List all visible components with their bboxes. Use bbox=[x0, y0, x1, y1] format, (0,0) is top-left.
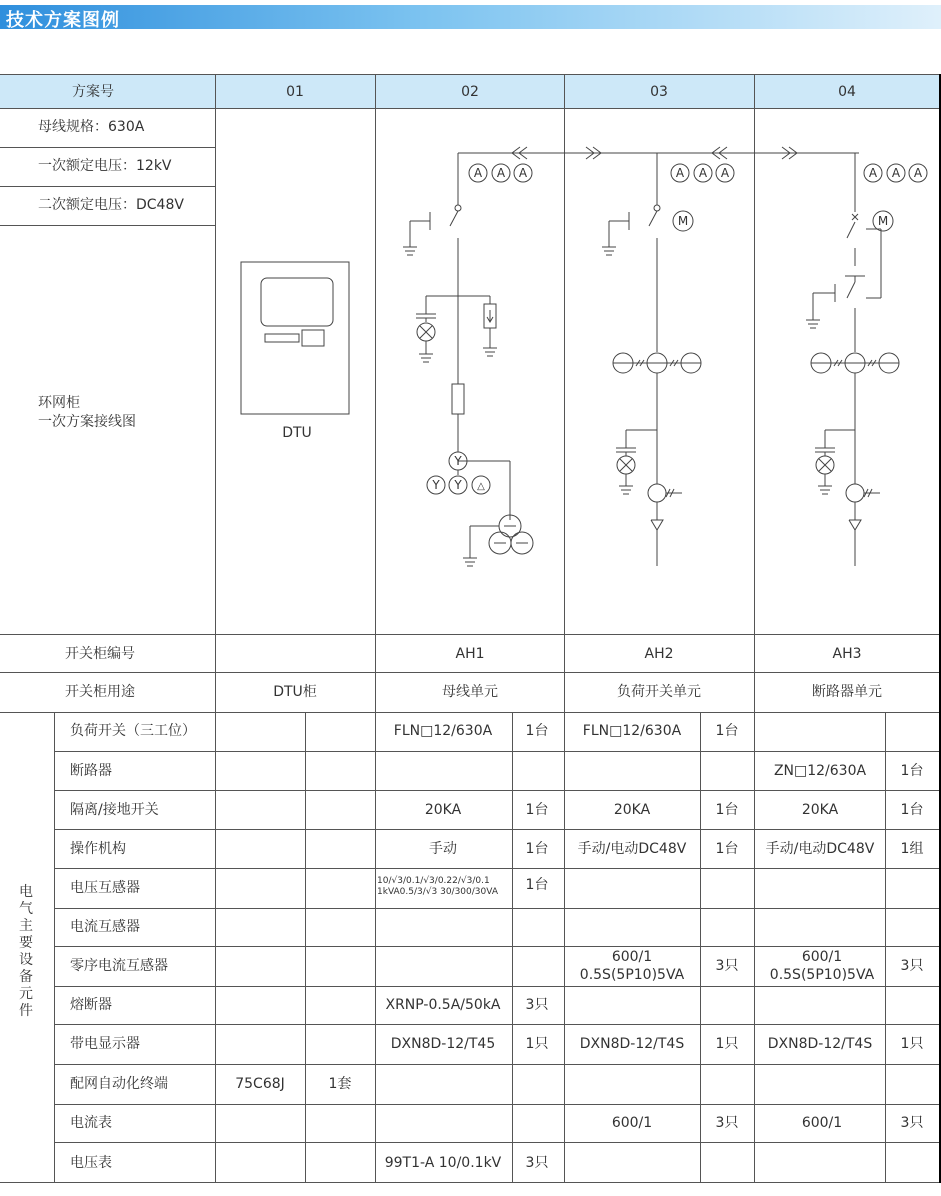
equipment-qty: 3只 bbox=[525, 997, 549, 1013]
equipment-qty: 1只 bbox=[715, 1036, 739, 1052]
equipment-name: 电流表 bbox=[70, 1115, 112, 1131]
cabinet-number-ah3: AH3 bbox=[832, 646, 862, 662]
cabinet-purpose-01: DTU柜 bbox=[273, 684, 317, 700]
cabinet-purpose-02: 母线单元 bbox=[442, 684, 498, 700]
cabinet-purpose-03: 负荷开关单元 bbox=[617, 684, 701, 700]
diagram-label-line1: 环网柜 bbox=[38, 395, 80, 411]
scheme-01-header: 01 bbox=[286, 84, 304, 100]
scheme-04-header: 04 bbox=[838, 84, 856, 100]
equipment-name: 熔断器 bbox=[70, 997, 112, 1013]
motor-label: M bbox=[677, 214, 689, 228]
cabinet-purpose-label: 开关柜用途 bbox=[65, 684, 135, 700]
busbar-spec: 母线规格：630A bbox=[38, 119, 145, 135]
equipment-spec: 600/1 bbox=[611, 949, 653, 965]
ammeter-label: A bbox=[868, 166, 878, 180]
equipment-name: 负荷开关（三工位） bbox=[70, 723, 196, 739]
equipment-qty: 3只 bbox=[900, 1115, 924, 1131]
equipment-spec: DXN8D-12/T4S bbox=[579, 1036, 685, 1052]
ammeter-label: A bbox=[698, 166, 708, 180]
pt-label: Y bbox=[454, 478, 462, 492]
equipment-spec-line2: 0.5S(5P10)5VA bbox=[579, 967, 685, 983]
equipment-spec: 20KA bbox=[424, 802, 462, 818]
cabinet-purpose-04: 断路器单元 bbox=[812, 684, 882, 700]
equipment-spec: 20KA bbox=[613, 802, 651, 818]
equipment-qty: 3只 bbox=[715, 1115, 739, 1131]
equipment-spec: 10/√3/0.1/√3/0.22/√3/0.1 1kVA0.5/3/√3 30/300/30VA bbox=[377, 876, 498, 897]
ammeter-label: A bbox=[518, 166, 528, 180]
equipment-spec: FLN□12/630A bbox=[582, 723, 682, 739]
equipment-spec-line2: 0.5S(5P10)5VA bbox=[769, 967, 875, 983]
equipment-name: 操作机构 bbox=[70, 841, 126, 857]
ammeter-label: A bbox=[496, 166, 506, 180]
equipment-qty: 3只 bbox=[715, 958, 739, 974]
equipment-spec: XRNP-0.5A/50kA bbox=[385, 997, 501, 1013]
equipment-qty: 1套 bbox=[328, 1076, 352, 1092]
cabinet-number-label: 开关柜编号 bbox=[65, 646, 135, 662]
equipment-spec: 手动/电动DC48V bbox=[577, 841, 687, 857]
ammeter-label: A bbox=[720, 166, 730, 180]
equipment-qty: 1台 bbox=[900, 763, 924, 779]
equipment-qty: 1组 bbox=[900, 841, 924, 857]
equipment-name: 配网自动化终端 bbox=[70, 1076, 168, 1092]
pt-label: Y bbox=[432, 478, 440, 492]
equipment-spec: DXN8D-12/T4S bbox=[767, 1036, 873, 1052]
cabinet-number-ah2: AH2 bbox=[644, 646, 674, 662]
equipment-qty: 1台 bbox=[525, 802, 549, 818]
equipment-spec: 20KA bbox=[801, 802, 839, 818]
scheme-02-header: 02 bbox=[461, 84, 479, 100]
equipment-spec: FLN□12/630A bbox=[393, 723, 493, 739]
equipment-spec: 600/1 bbox=[801, 949, 843, 965]
equipment-qty: 1台 bbox=[900, 802, 924, 818]
dtu-label: DTU bbox=[282, 425, 312, 441]
equipment-name: 断路器 bbox=[70, 763, 112, 779]
equipment-qty: 1台 bbox=[525, 723, 549, 739]
equipment-qty: 3只 bbox=[525, 1155, 549, 1171]
equipment-qty: 3只 bbox=[900, 958, 924, 974]
equipment-qty: 1只 bbox=[900, 1036, 924, 1052]
equipment-spec: ZN□12/630A bbox=[773, 763, 867, 779]
ammeter-label: A bbox=[891, 166, 901, 180]
motor-label: M bbox=[877, 214, 889, 228]
pt-label: Y bbox=[454, 454, 462, 468]
equipment-name: 电压互感器 bbox=[70, 880, 140, 896]
equipment-spec: 600/1 bbox=[801, 1115, 843, 1131]
equipment-spec: 600/1 bbox=[611, 1115, 653, 1131]
primary-voltage-spec: 一次额定电压：12kV bbox=[38, 158, 172, 174]
equipment-spec: DXN8D-12/T45 bbox=[390, 1036, 496, 1052]
section-title: 技术方案图例 bbox=[6, 10, 120, 31]
equipment-spec: 99T1-A 10/0.1kV bbox=[384, 1155, 502, 1171]
cabinet-number-ah1: AH1 bbox=[455, 646, 485, 662]
ammeter-label: A bbox=[913, 166, 923, 180]
equipment-qty: 1台 bbox=[525, 841, 549, 857]
equipment-group-label: 电气主要设备元件 bbox=[19, 884, 33, 1019]
ammeter-label: A bbox=[675, 166, 685, 180]
equipment-qty: 1台 bbox=[715, 841, 739, 857]
equipment-name: 零序电流互感器 bbox=[70, 958, 168, 974]
equipment-spec: 75C68J bbox=[235, 1076, 285, 1092]
scheme-header-label: 方案号 bbox=[72, 84, 114, 100]
equipment-qty: 1台 bbox=[715, 802, 739, 818]
section-banner bbox=[0, 5, 941, 29]
equipment-qty: 1台 bbox=[525, 877, 549, 893]
ammeter-label: A bbox=[473, 166, 483, 180]
equipment-spec: 手动/电动DC48V bbox=[765, 841, 875, 857]
scheme-03-header: 03 bbox=[650, 84, 668, 100]
equipment-qty: 1只 bbox=[525, 1036, 549, 1052]
equipment-name: 电流互感器 bbox=[70, 919, 140, 935]
secondary-voltage-spec: 二次额定电压：DC48V bbox=[38, 197, 184, 213]
equipment-name: 隔离/接地开关 bbox=[70, 802, 159, 818]
equipment-qty: 1台 bbox=[715, 723, 739, 739]
diagram-label-line2: 一次方案接线图 bbox=[38, 414, 136, 430]
equipment-spec: 手动 bbox=[429, 841, 457, 857]
pt-label: △ bbox=[477, 481, 485, 492]
equipment-name: 电压表 bbox=[70, 1155, 112, 1171]
scheme-table bbox=[0, 74, 941, 1184]
equipment-name: 带电显示器 bbox=[70, 1036, 140, 1052]
